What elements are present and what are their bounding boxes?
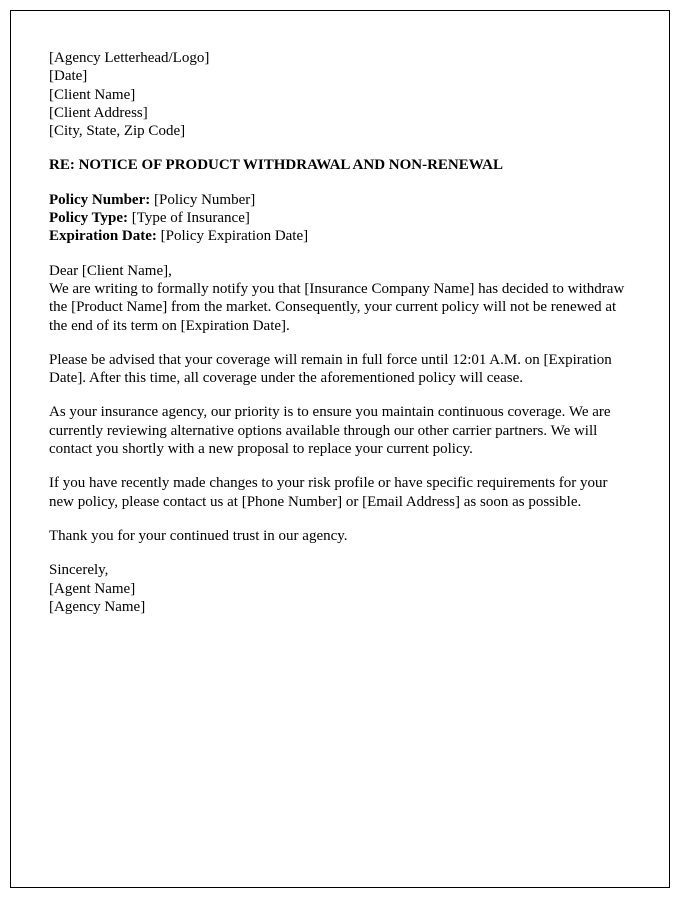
expiration-date-label: Expiration Date:: [49, 228, 157, 245]
policy-number-value: [Policy Number]: [153, 191, 256, 208]
salutation: Dear [Client Name],: [49, 262, 172, 279]
expiration-date-line: [49, 227, 629, 245]
body-paragraph-2: Please be advised that your coverage will remain in full force until 12:01 A.M. on [Expiration Date]. After this time, all coverage under the aforementioned policy will cease.: [49, 351, 612, 387]
subject-line: RE: NOTICE OF PRODUCT WITHDRAWAL AND NON-RENEWAL: [49, 157, 503, 174]
body-paragraph-3: As your insurance agency, our priority is to ensure you maintain continuous coverage. We are currently reviewing alternative options available through our other carrier partners. We will contact you shortly with a new proposal to replace your current policy.: [49, 404, 611, 458]
body-paragraph-5: Thank you for your continued trust in our agency.: [49, 527, 348, 544]
recipient-name: [Client Name]: [49, 86, 136, 103]
recipient-address-block: [49, 86, 629, 141]
signature-agent-name: [Agent Name]: [49, 580, 136, 597]
signature-block: [49, 580, 629, 617]
letter-page: [10, 10, 670, 888]
closing: Sincerely,: [49, 562, 109, 579]
policy-number-label: Policy Number:: [49, 191, 151, 208]
body-paragraph-1: We are writing to formally notify you that [Insurance Company Name] has decided to withdraw the [Product Name] from the market. Consequently, your current policy will not be renewed at the end of its term on [Expiration Date].: [49, 280, 625, 334]
body-paragraph-4: If you have recently made changes to your risk profile or have specific requirements for your new policy, please contact us at [Phone Number] or [Email Address] as soon as possible.: [49, 475, 608, 510]
policy-number-line: [49, 191, 629, 209]
recipient-address: [Client Address]: [49, 104, 148, 121]
signature-agency-name: [Agency Name]: [49, 598, 146, 615]
policy-type-value: [Type of Insurance]: [131, 210, 250, 227]
expiration-date-value: [Policy Expiration Date]: [160, 228, 309, 245]
policy-type-label: Policy Type:: [49, 210, 129, 227]
letterhead-placeholder: [Agency Letterhead/Logo]: [49, 50, 210, 66]
recipient-city-state-zip: [City, State, Zip Code]: [49, 123, 186, 140]
date-line: [Date]: [49, 68, 88, 85]
policy-type-line: [49, 209, 629, 227]
policy-details-block: [49, 191, 629, 246]
